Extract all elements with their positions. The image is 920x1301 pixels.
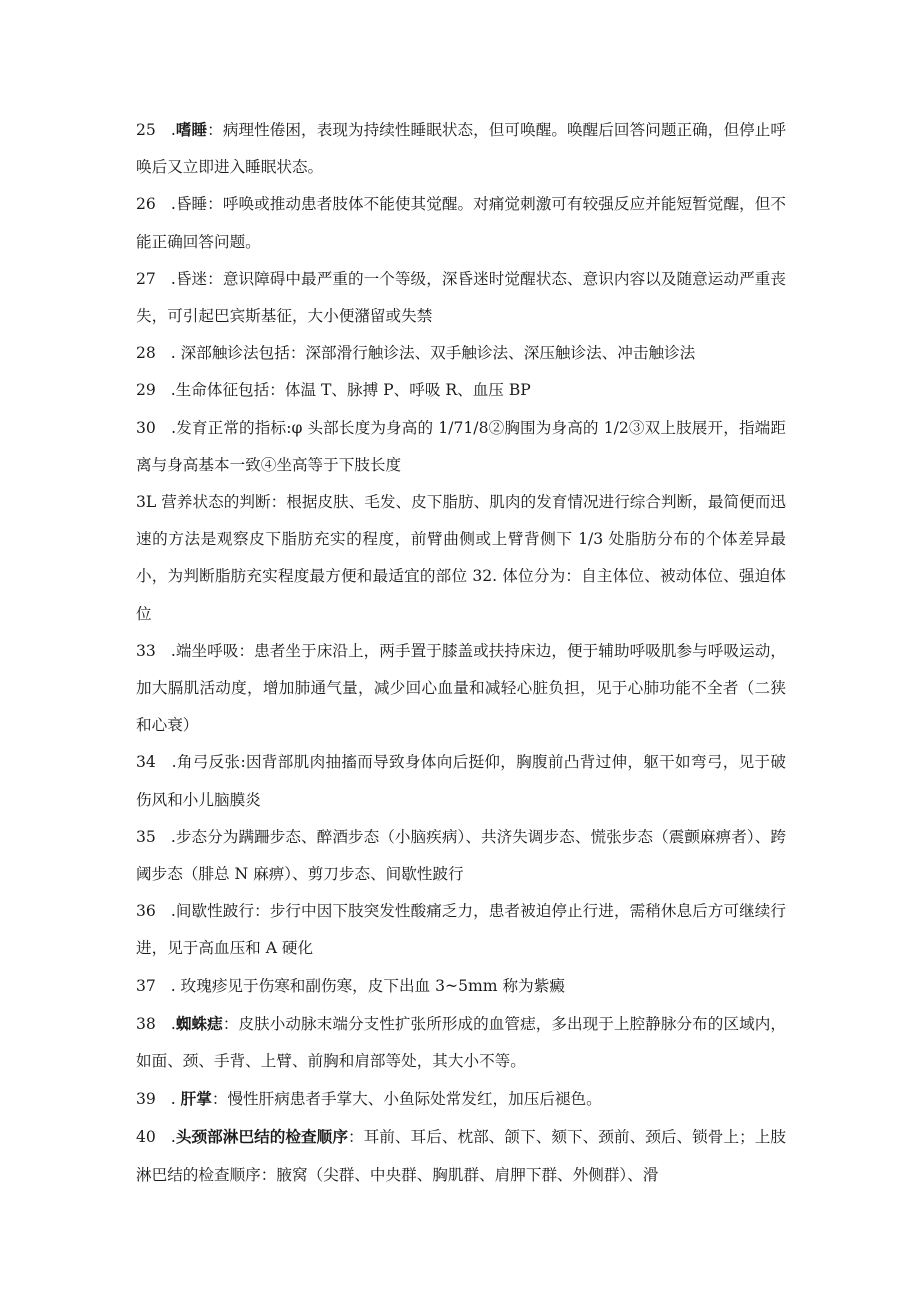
item-number: 25 — [136, 121, 156, 139]
item-separator: . — [155, 1014, 176, 1033]
item-term: 蜘蛛痣 — [175, 1013, 223, 1033]
item-number: 37 — [136, 976, 156, 995]
item-term: 头颈部淋巴结的检查顺序 — [175, 1127, 348, 1147]
item-term: 发育正常的指标 — [176, 418, 287, 437]
item-number: 3L — [136, 493, 157, 512]
list-item — [136, 484, 786, 633]
item-number: 26 — [136, 195, 156, 214]
item-term: 昏睡 — [175, 195, 208, 214]
item-colon: : — [240, 753, 246, 772]
item-separator: . — [155, 753, 177, 772]
item-separator: . — [155, 269, 176, 288]
list-item — [136, 186, 786, 260]
item-colon: ： — [207, 121, 223, 139]
item-number: 34 — [136, 753, 156, 772]
item-separator: . — [155, 344, 181, 363]
item-number: 33 — [136, 641, 156, 660]
item-number: 28 — [136, 344, 156, 363]
item-term: 昏迷 — [175, 269, 208, 288]
item-colon: ： — [270, 493, 287, 512]
list-item — [136, 111, 786, 186]
item-term: 营养状态的判断 — [161, 493, 271, 512]
item-number: 30 — [136, 418, 156, 437]
item-term: 玫瑰疹见于伤寒和副伤寒，皮下出血 3~5mm 称为紫癜 — [180, 976, 565, 995]
item-text: 因背部肌肉抽搐而导致身体向后挺仰，胸腹前凸背过伸，躯干如弯弓，见于破伤风和小儿脑膜炎 — [136, 753, 786, 809]
item-number: 39 — [136, 1090, 156, 1109]
item-number: 38 — [136, 1014, 156, 1033]
list-item — [136, 633, 786, 745]
item-separator: . — [155, 418, 177, 437]
item-colon: ： — [207, 195, 223, 214]
item-colon: : — [286, 418, 292, 437]
document-body — [136, 111, 786, 1194]
item-separator: . — [155, 902, 176, 921]
list-item — [136, 372, 786, 409]
item-separator: . — [155, 641, 176, 660]
item-colon: ： — [222, 1014, 239, 1033]
item-text: 步行中因下肢突发性酸痛乏力，患者被迫停止行进，需稍休息后方可继续行进，见于高血压和 A 硬化 — [136, 902, 786, 958]
item-number: 40 — [136, 1128, 156, 1147]
item-number: 36 — [136, 902, 156, 921]
item-colon: ： — [211, 1090, 228, 1109]
item-number: 29 — [136, 381, 156, 400]
item-term: 间歇性跛行 — [175, 902, 255, 921]
item-text: 意识障碍中最严重的一个等级，深昏迷时觉醒状态、意识内容以及随意运动严重丧失，可引起巴宾斯基征，大小便潴留或失禁 — [136, 269, 786, 326]
item-text: 病理性倦困，表现为持续性睡眠状态，但可唤醒。唤醒后回答问题正确，但停止呼唤后又立即进入睡眠状态。 — [136, 121, 786, 177]
item-term: 步态分为蹒跚步态、醉酒步态（小脑疾病）、共济失调步态、慌张步态（震颤麻痹者）、跨阈步态（腓总 N 麻痹）、剪刀步态、间歇性跛行 — [136, 827, 786, 884]
list-item — [136, 261, 786, 335]
item-text: 体温 T、脉搏 P、呼吸 R、血压 BP — [284, 381, 531, 400]
item-separator: . — [155, 1128, 176, 1147]
item-text: 慢性肝病患者手掌大、小鱼际处常发红，加压后褪色。 — [227, 1090, 602, 1109]
item-term: 肝掌 — [180, 1089, 212, 1109]
list-item — [136, 410, 786, 484]
item-colon: ： — [238, 641, 255, 660]
item-number: 27 — [136, 269, 156, 288]
item-text: 根据皮肤、毛发、皮下脂肪、肌肉的发育情况进行综合判断，最简便而迅速的方法是观察皮下脂肪充实的程度，前臂曲侧或上臂背侧下 1/3 处脂肪分布的个体差异最小，为判断脂肪充实程度最方便和最适宜的部位 32. 体位分为：自主体位、被动体位、强迫体位 — [136, 493, 786, 623]
item-term: 生命体征包括 — [175, 381, 270, 400]
item-text: 耳前、耳后、枕部、颌下、颏下、颈前、颈后、锁骨上；上肢淋巴结的检查顺序：腋窝（尖群、中央群、胸肌群、肩胛下群、外侧群）、滑 — [136, 1128, 786, 1184]
list-item — [136, 1080, 786, 1118]
item-separator: . — [155, 1090, 181, 1109]
item-term: 角弓反张 — [176, 753, 241, 772]
list-item — [136, 1118, 786, 1193]
item-term: 嗜睡 — [175, 120, 208, 139]
item-colon: ： — [254, 902, 270, 921]
list-item — [136, 893, 786, 967]
item-separator: . — [155, 121, 176, 139]
item-separator: . — [155, 195, 176, 214]
item-text: 患者坐于床沿上，两手置于膝盖或扶持床边，便于辅助呼吸肌参与呼吸运动，加大膈肌活动度，增加肺通气量，减少回心血量和减轻心脏负担，见于心肺功能不全者（二狭和心衰） — [136, 641, 786, 735]
item-text: 皮肤小动脉末端分支性扩张所形成的血管痣，多出现于上腔静脉分布的区域内，如面、颈、手背、上臂、前胸和肩部等处，其大小不等。 — [136, 1014, 786, 1071]
item-separator: . — [155, 827, 176, 846]
item-colon: ： — [289, 344, 306, 363]
item-text: 深部滑行触诊法、双手触诊法、深压触诊法、冲击触诊法 — [305, 344, 696, 363]
item-term: 端坐呼吸 — [175, 641, 239, 660]
list-item — [136, 1005, 786, 1080]
list-item — [136, 335, 786, 372]
item-number: 35 — [136, 827, 156, 846]
item-colon: ： — [207, 269, 223, 288]
item-colon: ： — [269, 381, 285, 400]
list-item — [136, 968, 786, 1005]
list-item — [136, 744, 786, 818]
item-separator: . — [155, 976, 181, 995]
item-separator: . — [155, 381, 176, 400]
item-text: φ 头部长度为身高的 1/71/8②胸围为身高的 1/2③双上肢展开，指端距离与身高基本一致④坐高等于下肢长度 — [136, 418, 786, 474]
item-term: 深部触诊法包括 — [180, 344, 290, 363]
item-colon: ： — [347, 1128, 364, 1147]
item-text: 呼唤或推动患者肢体不能使其觉醒。对痛觉刺激可有较强反应并能短暂觉醒，但不能正确回答问题。 — [136, 195, 786, 251]
list-item — [136, 819, 786, 893]
